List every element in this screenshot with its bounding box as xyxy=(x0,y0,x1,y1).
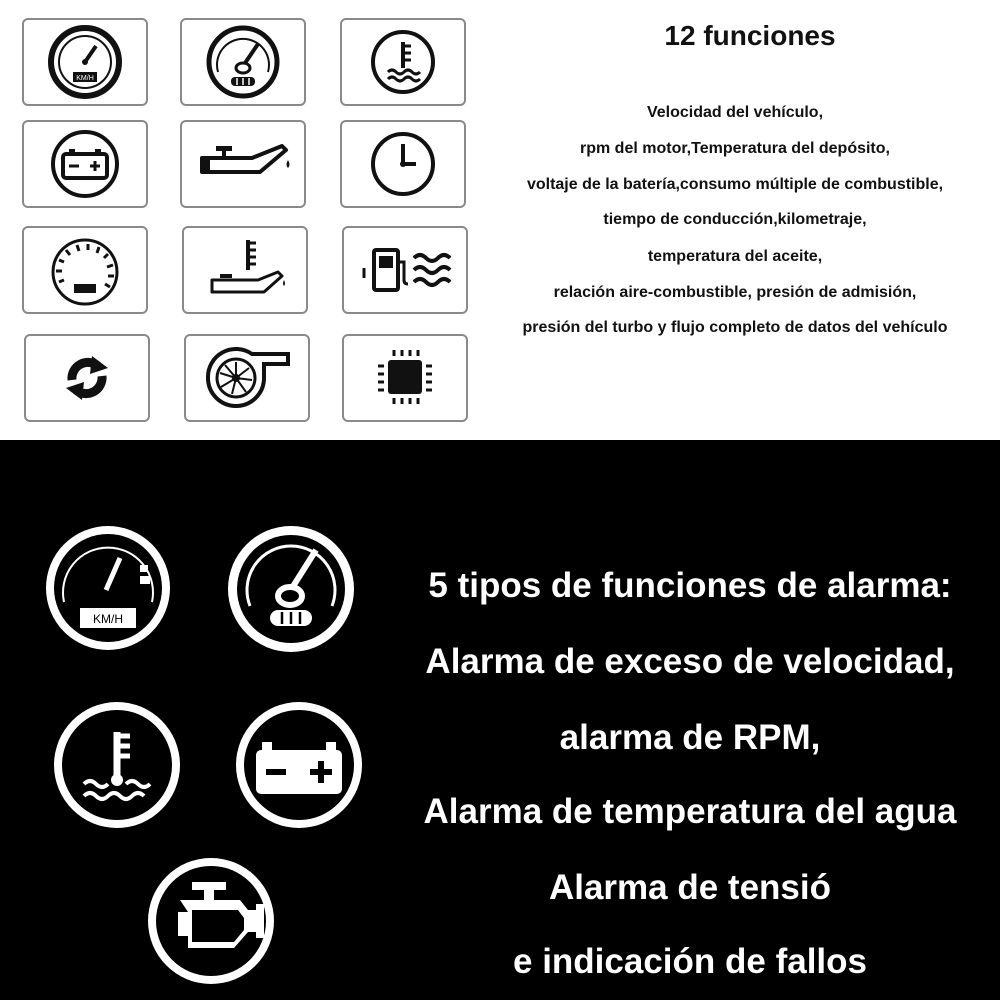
odometer-icon xyxy=(30,230,140,310)
rpm-alarm-badge xyxy=(222,520,360,658)
rpm-alarm-icon xyxy=(222,520,360,658)
alarm-panel xyxy=(0,440,1000,1000)
coolant-tile xyxy=(340,18,466,106)
oil-temperature-icon xyxy=(190,230,300,310)
fuel-air-tile xyxy=(342,226,468,314)
tachometer-tile xyxy=(180,18,306,106)
feature-line-5: temperatura del aceite, xyxy=(647,248,823,265)
speedometer-icon xyxy=(30,22,140,102)
alarm-line-water: Alarma de temperatura del agua xyxy=(423,792,957,831)
turbo-icon xyxy=(192,338,302,418)
refresh-icon xyxy=(32,338,142,418)
fuel-air-icon xyxy=(350,230,460,310)
oil-can-icon xyxy=(188,124,298,204)
oil-can-tile xyxy=(180,120,306,208)
turbo-tile xyxy=(184,334,310,422)
engine-fault-icon xyxy=(142,852,280,990)
battery-tile xyxy=(22,120,148,208)
feature-line-6: relación aire-combustible, presión de admisión, xyxy=(553,284,917,301)
feature-line-2: rpm del motor,Temperatura del depósito, xyxy=(580,140,890,157)
water-temperature-alarm-icon xyxy=(48,696,186,834)
functions-title: 12 funciones xyxy=(664,20,836,51)
refresh-tile xyxy=(24,334,150,422)
speed-alarm-icon xyxy=(40,520,176,656)
alarm-line-speed: Alarma de exceso de velocidad, xyxy=(425,642,955,681)
feature-line-1: Velocidad del vehículo, xyxy=(646,104,824,121)
battery-icon xyxy=(30,124,140,204)
coolant-temperature-icon xyxy=(348,22,458,102)
water-temperature-alarm-badge xyxy=(48,696,186,834)
feature-line-7: presión del turbo y flujo completo de datos del vehículo xyxy=(522,319,948,336)
clock-tile xyxy=(340,120,466,208)
chip-tile xyxy=(342,334,468,422)
voltage-alarm-badge xyxy=(230,696,368,834)
alarm-line-voltage: Alarma de tensió xyxy=(548,868,832,907)
speed-alarm-badge xyxy=(40,520,176,656)
odometer-tile xyxy=(22,226,148,314)
oil-temperature-tile xyxy=(182,226,308,314)
feature-line-4: tiempo de conducción,kilometraje, xyxy=(603,211,867,228)
speedometer-tile xyxy=(22,18,148,106)
engine-fault-badge xyxy=(142,852,280,990)
chip-icon xyxy=(350,338,460,418)
tachometer-icon xyxy=(188,22,298,102)
alarm-line-rpm: alarma de RPM, xyxy=(559,718,821,757)
speedometer-unit-label: KM/H xyxy=(76,75,94,82)
alarm-line-fault: e indicación de fallos xyxy=(513,942,867,981)
clock-icon xyxy=(348,124,458,204)
functions-panel xyxy=(0,0,1000,440)
feature-line-3: voltaje de la batería,consumo múltiple de combustible, xyxy=(526,176,944,193)
voltage-alarm-icon xyxy=(230,696,368,834)
alarm-heading: 5 tipos de funciones de alarma: xyxy=(428,566,952,605)
speed-alarm-unit-label: KM/H xyxy=(93,612,123,626)
